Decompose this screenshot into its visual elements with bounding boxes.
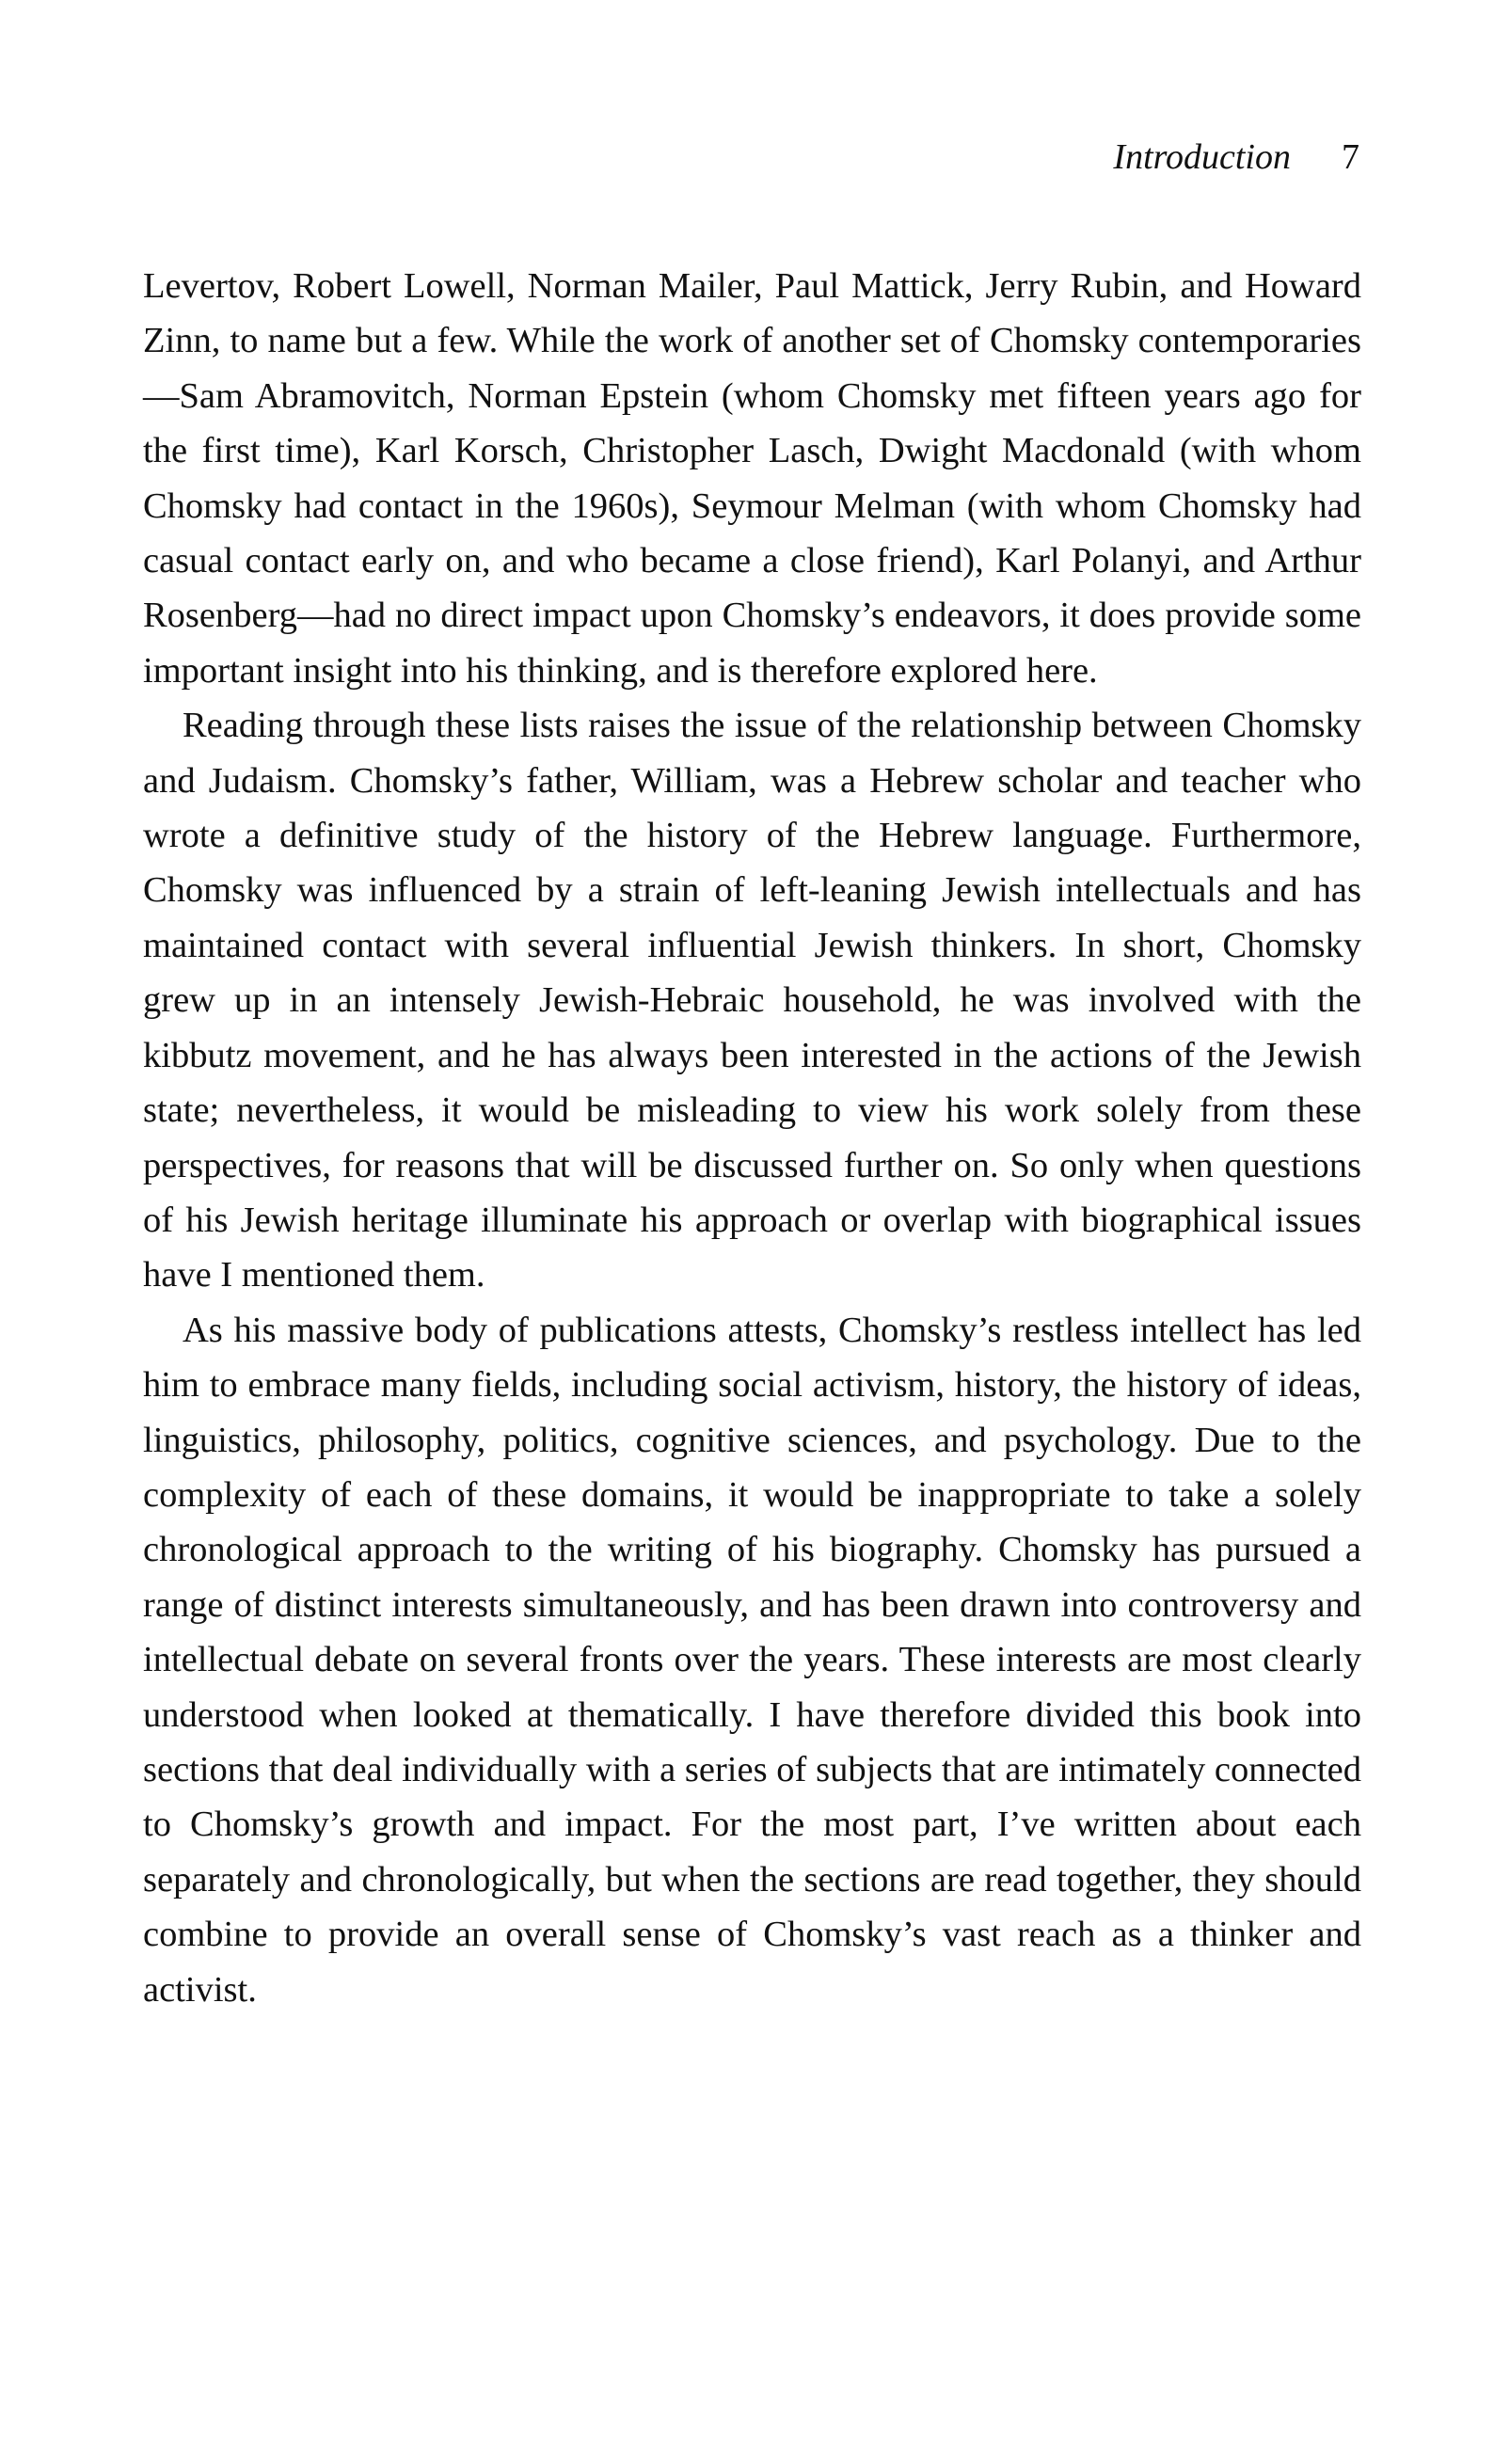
page-number: 7 [1342, 137, 1359, 177]
running-head [1113, 139, 1359, 175]
paragraph-thematic-structure: As his massive body of publications attests, Chomsky’s restless intellect has led him to embrace many fields, including social activism, history, the history of ideas, linguistics, philosophy, politics, cognitive sciences, and psychology. Due to the complexity of each of these domains, it would be inappropriate to take a solely chronological approach to the writing of his biography. Chomsky has pursued a range of distinct interests simultaneously, and has been drawn into controversy and intellectual debate on several fronts over the years. These interests are most clearly understood when looked at thematically. I have therefore divided this book into sections that deal individually with a series of subjects that are intimately connected to Chomsky’s growth and impact. For the most part, I’ve written about each separately and chronologically, but when the sections are read together, they should combine to provide an overall sense of Chomsky’s vast reach as a thinker and activist. [143, 1310, 1361, 2010]
paragraph-continued: Levertov, Robert Lowell, Norman Mailer, Paul Mattick, Jerry Rubin, and Howard Zinn, to name but a few. While the work of another set of Chomsky contemporaries—Sam Abramovitch, Norman Epstein (whom Chomsky met fifteen years ago for the first time), Karl Korsch, Christopher Lasch, Dwight Macdonald (with whom Chomsky had contact in the 1960s), Seymour Melman (with whom Chomsky had casual contact early on, and who became a close friend), Karl Polanyi, and Arthur Rosenberg—had no direct impact upon Chomsky’s endeavors, it does provide some important insight into his thinking, and is therefore explored here. [143, 266, 1361, 691]
body-text [143, 259, 1361, 2017]
running-title: Introduction [1113, 137, 1291, 177]
paragraph-judaism: Reading through these lists raises the issue of the relationship between Chomsky and Judaism. Chomsky’s father, William, was a Hebrew scholar and teacher who wrote a definitive study of the history of the Hebrew language. Furthermore, Chomsky was influenced by a strain of left-leaning Jewish intellectuals and has maintained contact with several influential Jewish thinkers. In short, Chomsky grew up in an intensely Jewish-Hebraic household, he was involved with the kibbutz movement, and he has always been interested in the actions of the Jewish state; nevertheless, it would be misleading to view his work solely from these perspectives, for reasons that will be discussed further on. So only when questions of his Jewish heritage illuminate his approach or overlap with biographical issues have I mentioned them. [143, 706, 1361, 1296]
